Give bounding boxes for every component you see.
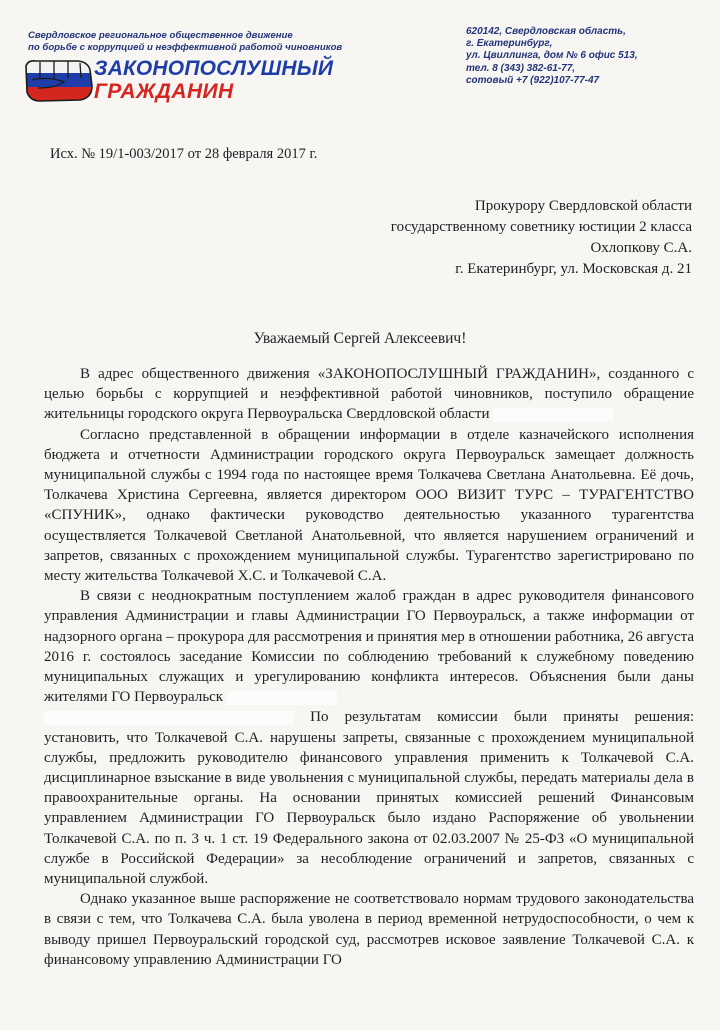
recipient-line: Прокурору Свердловской области	[474, 198, 692, 214]
org-description-line-1: Свердловское региональное общественное движение	[28, 30, 293, 41]
fist-flag-logo-icon	[18, 56, 98, 104]
paragraph-text: По результатам комиссии были приняты решения: установить, что Толкачевой С.А. нарушены запреты, связанные с прохождением муниципальной службы, предложить руководителю финансового управления применить к Толкачевой С.А. дисциплинарное взыскание в виде увольнения с муниципальной службы, передать материалы дела в правоохранительные органы. На основании принятых комиссией решений Финансовым управлением Администрации ГО Первоуральск было издано Распоряжение об увольнении Толкачевой С.А. по п. 3 ч. 1 ст. 19 Федерального закона от 02.03.2007 № 25-ФЗ «О муниципальной службе в Российской Федерации» за несоблюдение ограничений и запретов, связанных с муниципальной службой.	[44, 709, 695, 888]
recipient-block	[391, 196, 692, 280]
paragraph: Согласно представленной в обращении информации в отделе казначейского исполнения бюджета и отчетности Администрации городского округа Первоуральск замещает должность муниципальной службы с 1994 года по настоящее время Толкачева Светлана Анатольевна. Её дочь, Толкачева Христина Сергеевна, является директором ООО ВИЗИТ ТУРС – ТУРАГЕНТСТВО «СПУНИК», однако фактически руководство деятельностью указанного турагентства осуществляется Толкачевой Светланой Анатольевной, что является нарушением ограничений и запретов, связанных с прохождением муниципальной службы. Турагентство зарегистрировано по месту жительства Толкачевой Х.С. и Толкачевой С.А.	[44, 426, 694, 585]
paragraph-text: В связи с неоднократным поступлением жалоб граждан в адрес руководителя финансового управления Администрации и главы Администрации ГО Первоуральск, а также информации от надзорного органа – прокурора для рассмотрения и принятия мер в отношении работника, 26 августа 2016 г. состоялось заседание Комиссии по соблюдению требований к служебному поведению муниципальных служащих и урегулированию конфликта интересов. Объяснения были даны жителями ГО Первоуральск	[44, 588, 694, 706]
paragraph: Однако указанное выше распоряжение не соответствовало нормам трудового законодательства в связи с тем, что Толкачева С.А. была уволена в период временной нетрудоспособности, о чем к выводу пришел Первоуральский городской суд, рассмотрев исковое заявление Толкачевой С.А. к финансовому управлению Администрации ГО	[44, 891, 694, 968]
paragraph	[44, 586, 694, 707]
redacted-area	[44, 711, 294, 725]
org-description-line-2: по борьбе с коррупцией и неэффективной работой чиновников	[28, 42, 343, 53]
letter-body	[44, 364, 694, 970]
brand-name-line-2: ГРАЖДАНИН	[94, 80, 234, 103]
org-address-block	[466, 26, 638, 87]
paragraph	[44, 707, 694, 889]
outgoing-number: Исх. № 19/1-003/2017 от 28 февраля 2017 г.	[50, 146, 318, 162]
address-line: 620142, Свердловская область,	[466, 26, 626, 37]
paragraph	[44, 364, 694, 425]
recipient-line: государственному советнику юстиции 2 класса	[390, 219, 692, 235]
address-line: ул. Цвиллинга, дом № 6 офис 513,	[466, 50, 638, 62]
redacted-area	[493, 408, 613, 422]
redacted-area	[227, 691, 337, 705]
paragraph-text: В адрес общественного движения «ЗАКОНОПОСЛУШНЫЙ ГРАЖДАНИН», созданного с целью борьбы с коррупцией и неэффективной работой чиновников, поступило обращение жительницы городского округа Первоуральска Свердловской области	[44, 366, 694, 423]
salutation: Уважаемый Сергей Алексеевич!	[253, 330, 467, 347]
brand-name-line-1: ЗАКОНОПОСЛУШНЫЙ	[94, 57, 334, 80]
address-line: г. Екатеринбург,	[466, 38, 553, 50]
recipient-line: Охлопкову С.А.	[590, 240, 692, 256]
phone-line: тел. 8 (343) 382-61-77,	[466, 62, 576, 74]
mobile-line: сотовый +7 (922)107-77-47	[466, 74, 600, 86]
recipient-address: г. Екатеринбург, ул. Московская д. 21	[455, 261, 692, 277]
